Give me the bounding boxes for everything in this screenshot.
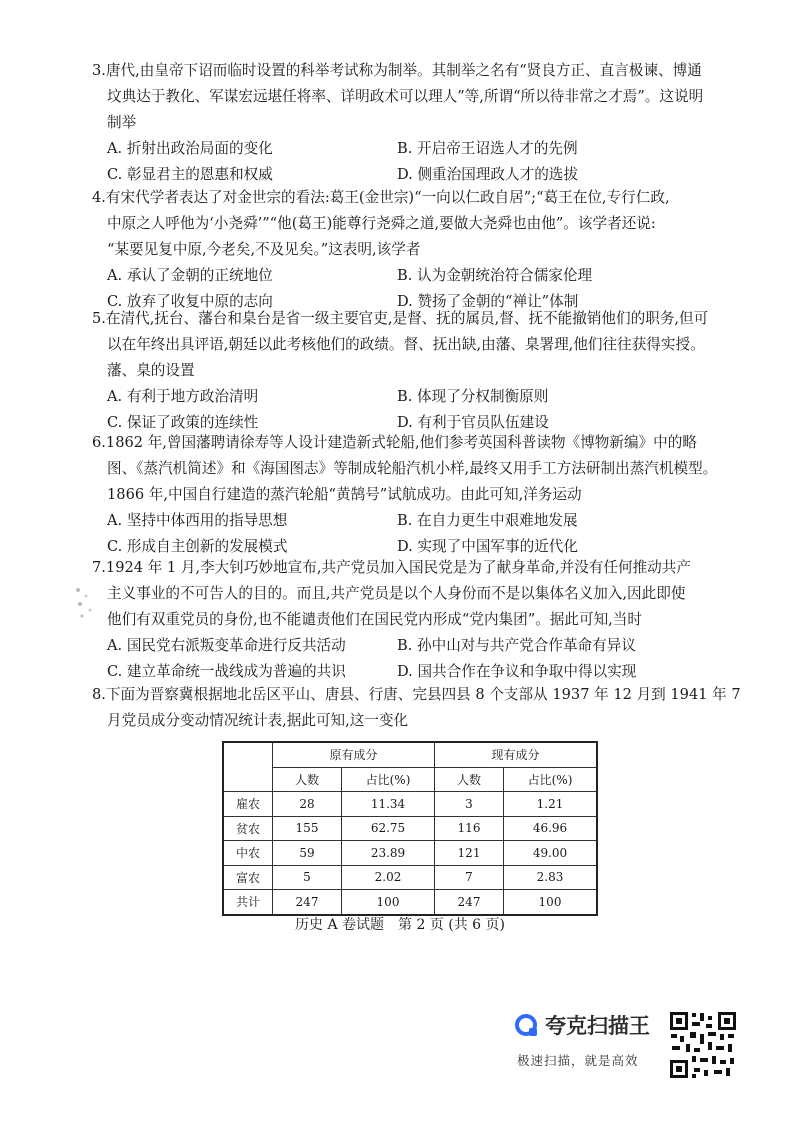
option-d: D. 赞扬了金朝的“禅让”体制 bbox=[397, 293, 579, 310]
question-stem-line: 他们有双重党员的身份,也不能谴责他们在国民党内形成“党内集团”。据此可知,当时 bbox=[107, 611, 642, 628]
option-c: C. 建立革命统一战线成为普遍的共识 bbox=[107, 663, 346, 680]
table-cell: 59 bbox=[273, 841, 342, 866]
table-subheader: 占比(%) bbox=[504, 767, 598, 792]
question-stem-line: 制举 bbox=[107, 114, 137, 131]
table-cell: 100 bbox=[342, 890, 435, 915]
question-stem-line: 月党员成分变动情况统计表,据此可知,这一变化 bbox=[107, 712, 409, 729]
question-8 bbox=[92, 682, 741, 734]
row-label: 共计 bbox=[223, 890, 273, 915]
table-cell: 2.83 bbox=[504, 865, 598, 890]
question-stem-line: 坟典达于教化、军谋宏远堪任将率、详明政术可以理人”等,所谓“所以待非常之才焉”。这说明 bbox=[107, 88, 704, 105]
question-stem-line: 图、《蒸汽机简述》和《海国图志》等制成轮船汽机小样,最终又用手工方法研制出蒸汽机模型。 bbox=[107, 460, 718, 477]
table-cell: 23.89 bbox=[342, 841, 435, 866]
question-stem-line: 1866 年,中国自行建造的蒸汽轮船“黄鹄号”试航成功。由此可知,洋务运动 bbox=[107, 486, 582, 503]
option-d: D. 侧重治国理政人才的选拔 bbox=[397, 166, 578, 183]
question-7 bbox=[92, 555, 691, 685]
table-cell: 28 bbox=[273, 792, 342, 817]
table-cell: 11.34 bbox=[342, 792, 435, 817]
question-stem-line: 藩、臬的设置 bbox=[107, 362, 195, 379]
question-stem-line: 6.1862 年,曾国藩聘请徐寿等人设计建造新式轮船,他们参考英国科普读物《博物新编》中的略 bbox=[92, 434, 697, 451]
question-stem-line: 4.有宋代学者表达了对金世宗的看法:葛王(金世宗)“一向以仁政自居”;“葛王在位,专行仁政, bbox=[92, 189, 670, 206]
table-row bbox=[223, 890, 597, 915]
table-cell: 46.96 bbox=[504, 816, 598, 841]
qr-code-icon bbox=[668, 1010, 738, 1080]
question-5 bbox=[92, 306, 709, 436]
table-row bbox=[223, 841, 597, 866]
option-c: C. 放弃了收复中原的志向 bbox=[107, 293, 273, 310]
option-d: D. 实现了中国军事的近代化 bbox=[397, 538, 578, 555]
option-c: C. 形成自主创新的发展模式 bbox=[107, 538, 288, 555]
table-cell: 121 bbox=[435, 841, 504, 866]
table-cell: 62.75 bbox=[342, 816, 435, 841]
option-a: A. 有利于地方政治清明 bbox=[107, 388, 259, 405]
table-row bbox=[223, 792, 597, 817]
question-stem-line: 主义事业的不可告人的目的。而且,共产党员是以个人身份而不是以集体名义加入,因此即使 bbox=[107, 585, 686, 602]
table-cell: 100 bbox=[504, 890, 598, 915]
option-a: A. 承认了金朝的正统地位 bbox=[107, 267, 273, 284]
option-c: C. 保证了政策的连续性 bbox=[107, 414, 259, 431]
table-cell: 155 bbox=[273, 816, 342, 841]
table-subheader: 人数 bbox=[435, 767, 504, 792]
row-label: 中农 bbox=[223, 841, 273, 866]
option-c: C. 彰显君主的恩惠和权威 bbox=[107, 166, 273, 183]
table-cell: 2.02 bbox=[342, 865, 435, 890]
option-b: B. 孙中山对与共产党合作革命有异议 bbox=[397, 637, 636, 654]
question-3 bbox=[92, 58, 704, 188]
party-member-composition-table bbox=[222, 741, 598, 916]
scanner-slogan: 极速扫描，就是高效 bbox=[517, 1053, 639, 1068]
row-label: 富农 bbox=[223, 865, 273, 890]
option-b: B. 认为金朝统治符合儒家伦理 bbox=[397, 267, 593, 284]
option-b: B. 开启帝王诏选人才的先例 bbox=[397, 140, 578, 157]
table-cell: 49.00 bbox=[504, 841, 598, 866]
question-stem-line: 3.唐代,由皇帝下诏而临时设置的科举考试称为制举。其制举之名有“贤良方正、直言极谏、博通 bbox=[92, 62, 702, 79]
option-d: D. 有利于官员队伍建设 bbox=[397, 414, 549, 431]
option-b: B. 体现了分权制衡原则 bbox=[397, 388, 549, 405]
table-cell: 247 bbox=[273, 890, 342, 915]
scanner-app-name: 夸克扫描王 bbox=[545, 1014, 650, 1038]
table-cell: 7 bbox=[435, 865, 504, 890]
question-stem-line: 以在年终出具评语,朝廷以此考核他们的政绩。督、抚出缺,由藩、臬署理,他们往往获得实授。 bbox=[107, 336, 705, 353]
option-a: A. 国民党右派叛变革命进行反共活动 bbox=[107, 637, 346, 654]
table-corner-cell bbox=[223, 742, 273, 792]
table-cell: 3 bbox=[435, 792, 504, 817]
row-label: 贫农 bbox=[223, 816, 273, 841]
question-6 bbox=[92, 430, 718, 560]
question-stem-line: 中原之人呼他为‘小尧舜’”“他(葛王)能尊行尧舜之道,要做大尧舜也由他”。该学者还说: bbox=[107, 215, 656, 232]
question-4 bbox=[92, 185, 682, 315]
question-stem-line: 8.下面为晋察冀根据地北岳区平山、唐县、行唐、完县四县 8 个支部从 1937 年 12 月到 1941 年 7 bbox=[92, 686, 741, 703]
table-cell: 247 bbox=[435, 890, 504, 915]
table-row bbox=[223, 865, 597, 890]
question-stem-line: 7.1924 年 1 月,李大钊巧妙地宣布,共产党员加入国民党是为了献身革命,并没有任何推动共产 bbox=[92, 559, 691, 576]
table-cell: 1.21 bbox=[504, 792, 598, 817]
table-group-header: 现有成分 bbox=[435, 742, 598, 767]
table-subheader-row bbox=[223, 767, 597, 792]
question-stem-line: “某要见复中原,今老矣,不及见矣。”这表明,该学者 bbox=[107, 241, 421, 258]
row-label: 雇农 bbox=[223, 792, 273, 817]
scanner-logo-icon bbox=[515, 1014, 537, 1036]
table-cell: 5 bbox=[273, 865, 342, 890]
page-footer: 历史 A 卷试题 第 2 页 (共 6 页) bbox=[295, 917, 505, 933]
question-stem-line: 5.在清代,抚台、藩台和臬台是省一级主要官吏,是督、抚的属员,督、抚不能撤销他们的职务,但可 bbox=[92, 310, 709, 327]
option-a: A. 坚持中体西用的指导思想 bbox=[107, 512, 288, 529]
table-header-row bbox=[223, 742, 597, 767]
table-subheader: 占比(%) bbox=[342, 767, 435, 792]
table-group-header: 原有成分 bbox=[273, 742, 435, 767]
option-b: B. 在自力更生中艰难地发展 bbox=[397, 512, 578, 529]
table-cell: 116 bbox=[435, 816, 504, 841]
option-a: A. 折射出政治局面的变化 bbox=[107, 140, 273, 157]
table-row bbox=[223, 816, 597, 841]
option-d: D. 国共合作在争议和争取中得以实现 bbox=[397, 663, 637, 680]
table-subheader: 人数 bbox=[273, 767, 342, 792]
